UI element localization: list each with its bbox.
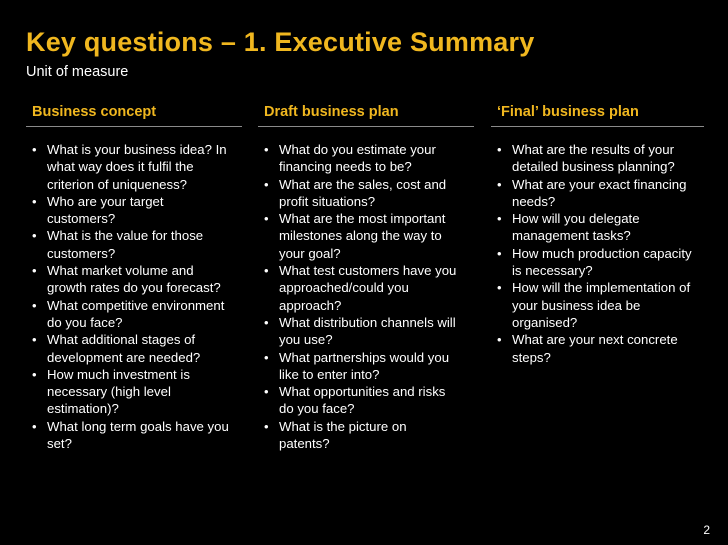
bullet-icon: • — [264, 263, 269, 279]
column-header: Draft business plan — [264, 104, 399, 120]
question-text: What are the sales, cost and profit situations? — [279, 176, 447, 209]
slide-subtitle: Unit of measure — [26, 64, 129, 80]
question-text: What opportunities and risks do you face? — [279, 384, 446, 417]
bullet-icon: • — [32, 297, 37, 313]
question-item — [258, 383, 458, 418]
bullet-icon: • — [32, 366, 37, 382]
question-text: What are the results of your detailed business planning? — [512, 142, 675, 175]
bullet-icon: • — [32, 228, 37, 244]
question-text: What competitive environment do you face? — [47, 297, 225, 330]
question-item — [258, 418, 458, 453]
bullet-icon: • — [497, 176, 502, 192]
page-number: 2 — [703, 523, 710, 537]
question-text: What market volume and growth rates do you forecast? — [47, 263, 221, 296]
question-list — [26, 141, 232, 452]
bullet-icon: • — [264, 176, 269, 192]
bullet-icon: • — [264, 349, 269, 365]
bullet-icon: • — [497, 142, 502, 157]
bullet-icon: • — [497, 211, 502, 227]
question-item — [491, 279, 699, 331]
bullet-icon: • — [32, 142, 37, 157]
question-text: What additional stages of development are needed? — [47, 332, 201, 365]
bullet-icon: • — [32, 263, 37, 279]
question-text: What is the value for those customers? — [47, 228, 204, 261]
question-item — [26, 262, 232, 297]
bullet-icon: • — [32, 332, 37, 348]
question-text: What are your next concrete steps? — [512, 332, 678, 365]
bullet-icon: • — [264, 384, 269, 400]
question-text: What test customers have you approached/could you approach? — [279, 263, 457, 313]
question-item — [491, 141, 699, 176]
question-text: What are your exact financing needs? — [512, 176, 687, 209]
question-text: What is your business idea? In what way does it fulfil the criterion of uniqueness? — [47, 142, 227, 192]
question-item — [258, 262, 458, 314]
bullet-icon: • — [32, 418, 37, 434]
bullet-icon: • — [264, 418, 269, 434]
question-text: What partnerships would you like to enter into? — [279, 349, 450, 382]
question-list — [258, 141, 458, 452]
question-item — [491, 245, 699, 280]
question-item — [258, 349, 458, 384]
question-item — [258, 210, 458, 262]
bullet-icon: • — [32, 193, 37, 209]
question-text: How will the implementation of your business idea be organised? — [512, 280, 691, 330]
question-item — [26, 418, 232, 453]
bullet-icon: • — [497, 332, 502, 348]
question-text: What long term goals have you set? — [47, 418, 229, 452]
bullet-icon: • — [264, 211, 269, 227]
column-header: Business concept — [32, 104, 157, 120]
question-item — [26, 227, 232, 262]
column-final-business-plan — [491, 104, 704, 366]
column-divider — [258, 126, 474, 127]
question-item — [258, 314, 458, 349]
bullet-icon: • — [497, 245, 502, 261]
column-business-concept — [26, 104, 242, 452]
column-header: ‘Final’ business plan — [497, 104, 639, 120]
question-list — [491, 141, 699, 366]
question-text: How much production capacity is necessary? — [512, 245, 692, 279]
column-divider — [26, 126, 242, 127]
question-item — [491, 176, 699, 211]
bullet-icon: • — [264, 314, 269, 330]
question-item — [26, 141, 232, 193]
question-item — [26, 193, 232, 228]
question-text: How will you delegate management tasks? — [512, 211, 640, 244]
question-text: Who are your target customers? — [47, 193, 164, 227]
question-item — [258, 176, 458, 211]
bullet-icon: • — [497, 280, 502, 296]
question-item — [26, 331, 232, 366]
question-item — [258, 141, 458, 176]
question-item — [26, 297, 232, 332]
question-item — [491, 210, 699, 245]
question-text: What do you estimate your financing needs to be? — [279, 142, 436, 175]
column-divider — [491, 126, 704, 127]
question-text: What are the most important milestones along the way to your goal? — [279, 211, 446, 261]
slide-title: Key questions – 1. Executive Summary — [26, 27, 535, 57]
question-item — [26, 366, 232, 418]
column-draft-business-plan — [258, 104, 474, 452]
question-text: What is the picture on patents? — [279, 418, 407, 452]
question-item — [491, 331, 699, 366]
question-text: How much investment is necessary (high level estimation)? — [47, 366, 190, 417]
question-text: What distribution channels will you use? — [279, 314, 456, 348]
bullet-icon: • — [264, 142, 269, 157]
